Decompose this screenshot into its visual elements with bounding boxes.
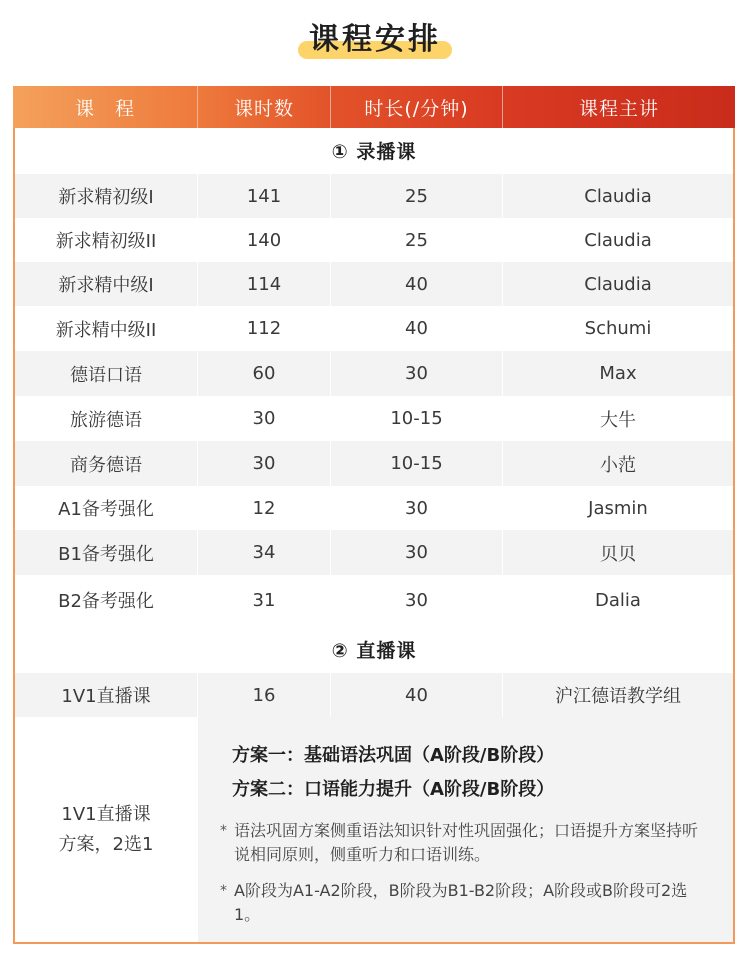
course-name: A1备考强化: [15, 486, 197, 530]
table-row: [15, 486, 733, 530]
teacher-name: Max: [502, 351, 733, 396]
plan-note-text: A阶段为A1-A2阶段，B阶段为B1-B2阶段；A阶段或B阶段可2选1。: [234, 881, 688, 924]
header-teacher: 课程主讲: [502, 86, 735, 128]
table-row: [15, 441, 733, 486]
section-recorded: ① 录播课: [15, 128, 733, 172]
page-title-block: [0, 22, 750, 62]
lesson-duration: 25: [330, 174, 502, 218]
header-course: 课 程: [13, 86, 197, 128]
table-row: [15, 530, 733, 575]
lesson-count: 60: [197, 351, 330, 396]
course-name: 新求精中级II: [15, 306, 197, 351]
lesson-count: 114: [197, 262, 330, 306]
teacher-name: Claudia: [502, 262, 733, 306]
lesson-count: 34: [197, 530, 330, 575]
plan-row: [15, 717, 733, 942]
lesson-duration: 40: [330, 306, 502, 351]
plan-option-2: 方案二：口语能力提升（A阶段/B阶段）: [232, 779, 555, 800]
teacher-name: 贝贝: [502, 530, 733, 575]
teacher-name: 大牛: [502, 396, 733, 441]
lesson-duration: 30: [330, 351, 502, 396]
course-name: B2备考强化: [15, 575, 197, 625]
table-row: [15, 351, 733, 396]
course-name: 德语口语: [15, 351, 197, 396]
lesson-count: 12: [197, 486, 330, 530]
course-name: 新求精初级I: [15, 174, 197, 218]
course-name: B1备考强化: [15, 530, 197, 575]
header-duration: 时长(/分钟): [330, 86, 502, 128]
plan-note: [220, 879, 733, 927]
table-row: [15, 174, 733, 218]
plan-label-line2: 方案，2选1: [58, 833, 154, 855]
lesson-duration: 40: [330, 673, 502, 717]
course-name: 1V1直播课: [15, 673, 197, 717]
teacher-name: Schumi: [502, 306, 733, 351]
teacher-name: Jasmin: [502, 486, 733, 530]
teacher-name: 沪江德语教学组: [502, 673, 733, 717]
section-live: ② 直播课: [15, 627, 733, 671]
table-row: [15, 396, 733, 441]
header-lessons: 课时数: [197, 86, 330, 128]
table-header: [13, 86, 735, 128]
teacher-name: 小范: [502, 441, 733, 486]
lesson-count: 30: [197, 441, 330, 486]
asterisk-icon: *: [220, 883, 227, 899]
table-row: [15, 218, 733, 262]
lesson-duration: 30: [330, 486, 502, 530]
table-row: [15, 673, 733, 717]
plan-details: [197, 717, 733, 942]
plan-note-text: 语法巩固方案侧重语法知识针对性巩固强化；口语提升方案坚持听说相同原则，侧重听力和口语训练。: [234, 821, 699, 864]
lesson-count: 31: [197, 575, 330, 625]
page-title: 课程安排: [309, 22, 441, 57]
lesson-count: 16: [197, 673, 330, 717]
lesson-duration: 10-15: [330, 441, 502, 486]
lesson-duration: 40: [330, 262, 502, 306]
lesson-duration: 30: [330, 530, 502, 575]
course-name: 新求精初级II: [15, 218, 197, 262]
lesson-duration: 25: [330, 218, 502, 262]
plan-label: [15, 717, 197, 942]
plan-label-line1: 1V1直播课: [61, 803, 151, 825]
plan-note: [220, 819, 733, 867]
lesson-count: 112: [197, 306, 330, 351]
lesson-count: 141: [197, 174, 330, 218]
lesson-count: 140: [197, 218, 330, 262]
teacher-name: Dalia: [502, 575, 733, 625]
table-row: [15, 575, 733, 625]
teacher-name: Claudia: [502, 218, 733, 262]
lesson-duration: 30: [330, 575, 502, 625]
course-name: 新求精中级I: [15, 262, 197, 306]
table-row: [15, 262, 733, 306]
plan-option-1: 方案一：基础语法巩固（A阶段/B阶段）: [232, 745, 555, 766]
asterisk-icon: *: [220, 823, 227, 839]
lesson-count: 30: [197, 396, 330, 441]
course-name: 旅游德语: [15, 396, 197, 441]
teacher-name: Claudia: [502, 174, 733, 218]
course-name: 商务德语: [15, 441, 197, 486]
table-row: [15, 306, 733, 351]
lesson-duration: 10-15: [330, 396, 502, 441]
